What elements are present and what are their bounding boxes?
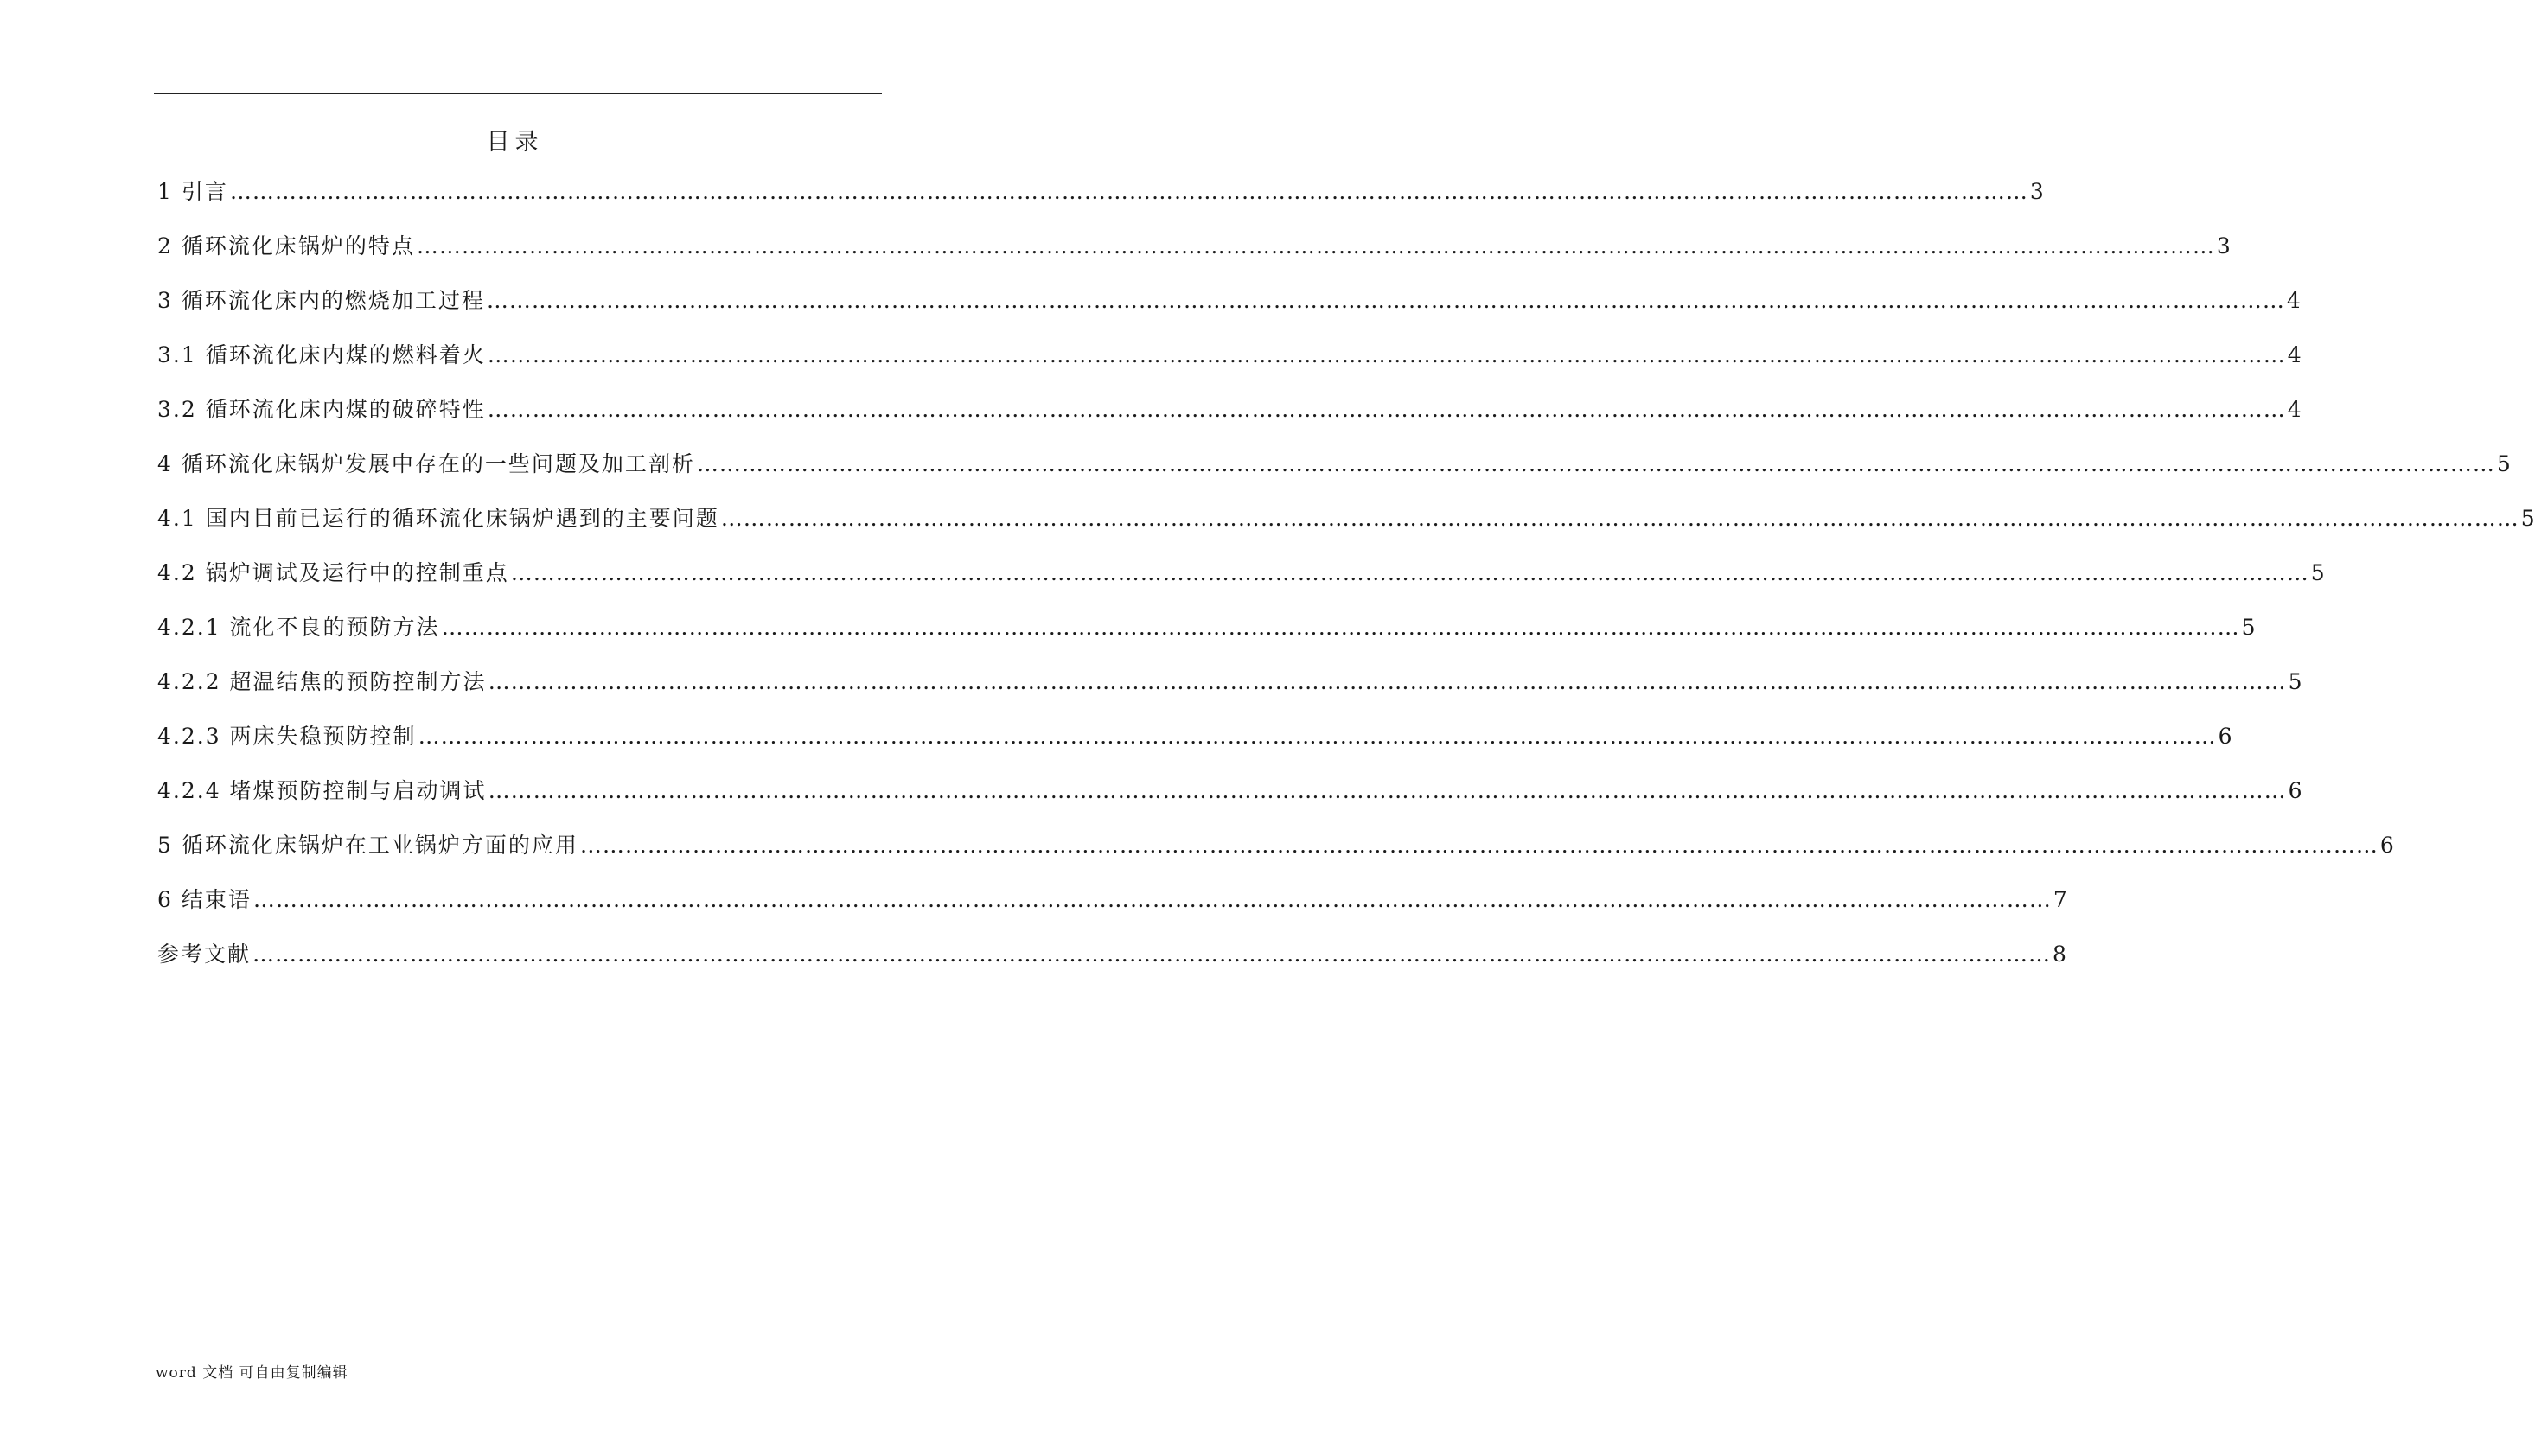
toc-entry-label: 4.2.2 超温结焦的预防控制方法 [157,669,487,694]
toc-entry[interactable] [157,883,2067,937]
toc-entry-label: 4.2.3 两床失稳预防控制 [157,724,417,749]
toc-entry-page: 6 [2218,724,2232,749]
toc-entry-page: 4 [2287,397,2302,422]
toc-entry[interactable] [157,393,2302,447]
toc-entry-label: 2 循环流化床锅炉的特点 [157,233,415,259]
toc-entry-label: 3.1 循环流化床内煤的燃料着火 [157,342,486,367]
toc-leader-dots: …………………………………………………………………………………………………………………………………………………………………………………………………………………… [441,615,2240,640]
toc-entry-label: 1 引言 [157,179,228,204]
toc-entry[interactable] [157,284,2301,338]
toc-entry-page: 4 [2286,288,2301,313]
toc-entry[interactable] [157,501,2535,556]
toc-entry[interactable] [157,229,2231,284]
toc-leader-dots: …………………………………………………………………………………………………………………………………………………………………………………………………………………… [487,397,2286,422]
toc-leader-dots: …………………………………………………………………………………………………………………………………………………………………………………………………………………… [579,833,2379,858]
toc-entry-label: 参考文献 [157,942,252,967]
header-rule [154,93,882,94]
toc-entry[interactable] [157,665,2302,719]
toc-entry-label: 4.2.4 堵煤预防控制与启动调试 [157,778,487,803]
toc-leader-dots: …………………………………………………………………………………………………………………………………………………………………………………………………………………… [486,288,2285,313]
toc-entry-page: 3 [2029,179,2044,204]
toc-entry-label: 4.2.1 流化不良的预防方法 [157,615,440,640]
toc-entry-page: 5 [2241,615,2256,640]
footer-note: word 文档 可自由复制编辑 [156,1364,348,1382]
toc-entry-label: 4.2 锅炉调试及运行中的控制重点 [157,560,509,585]
toc-leader-dots: …………………………………………………………………………………………………………………………………………………………………………………………………………………… [229,179,2028,204]
toc-entry[interactable] [157,774,2302,828]
table-of-contents [157,175,2535,992]
toc-entry-label: 5 循环流化床锅炉在工业锅炉方面的应用 [157,833,578,858]
toc-leader-dots: …………………………………………………………………………………………………………………………………………………………………………………………………………………… [696,451,2495,476]
toc-entry-label: 3 循环流化床内的燃烧加工过程 [157,288,485,313]
toc-entry-label: 6 结束语 [157,887,252,912]
toc-entry-label: 4 循环流化床锅炉发展中存在的一些问题及加工剖析 [157,451,695,476]
toc-leader-dots: …………………………………………………………………………………………………………………………………………………………………………………………………………………… [416,233,2215,259]
toc-entry-page: 7 [2053,887,2067,912]
toc-entry-label: 4.1 国内目前已运行的循环流化床锅炉遇到的主要问题 [157,506,719,531]
toc-entry-page: 6 [2288,778,2302,803]
toc-entry[interactable] [157,719,2232,774]
toc-leader-dots: …………………………………………………………………………………………………………………………………………………………………………………………………………………… [252,942,2052,967]
toc-entry[interactable] [157,556,2325,610]
toc-entry-page: 6 [2379,833,2394,858]
toc-entry[interactable] [157,610,2256,665]
toc-entry-page: 5 [2288,669,2302,694]
toc-leader-dots: …………………………………………………………………………………………………………………………………………………………………………………………………………………… [488,669,2287,694]
page-title: 目录 [486,129,544,156]
toc-entry[interactable] [157,828,2394,883]
toc-entry[interactable] [157,338,2302,393]
toc-entry[interactable] [157,937,2066,992]
toc-entry[interactable] [157,175,2044,229]
toc-leader-dots: …………………………………………………………………………………………………………………………………………………………………………………………………………………… [510,560,2309,585]
toc-entry-label: 3.2 循环流化床内煤的破碎特性 [157,397,486,422]
toc-leader-dots: …………………………………………………………………………………………………………………………………………………………………………………………………………………… [488,778,2287,803]
toc-leader-dots: …………………………………………………………………………………………………………………………………………………………………………………………………………………… [252,887,2052,912]
toc-leader-dots: …………………………………………………………………………………………………………………………………………………………………………………………………………………… [418,724,2217,749]
toc-entry-page: 5 [2310,560,2325,585]
toc-entry-page: 5 [2496,451,2511,476]
toc-entry-page: 3 [2216,233,2231,259]
toc-entry-page: 5 [2520,506,2535,531]
toc-entry[interactable] [157,447,2511,501]
toc-entry-page: 4 [2287,342,2302,367]
toc-leader-dots: …………………………………………………………………………………………………………………………………………………………………………………………………………………… [720,506,2519,531]
toc-entry-page: 8 [2053,942,2066,967]
toc-leader-dots: …………………………………………………………………………………………………………………………………………………………………………………………………………………… [487,342,2286,367]
